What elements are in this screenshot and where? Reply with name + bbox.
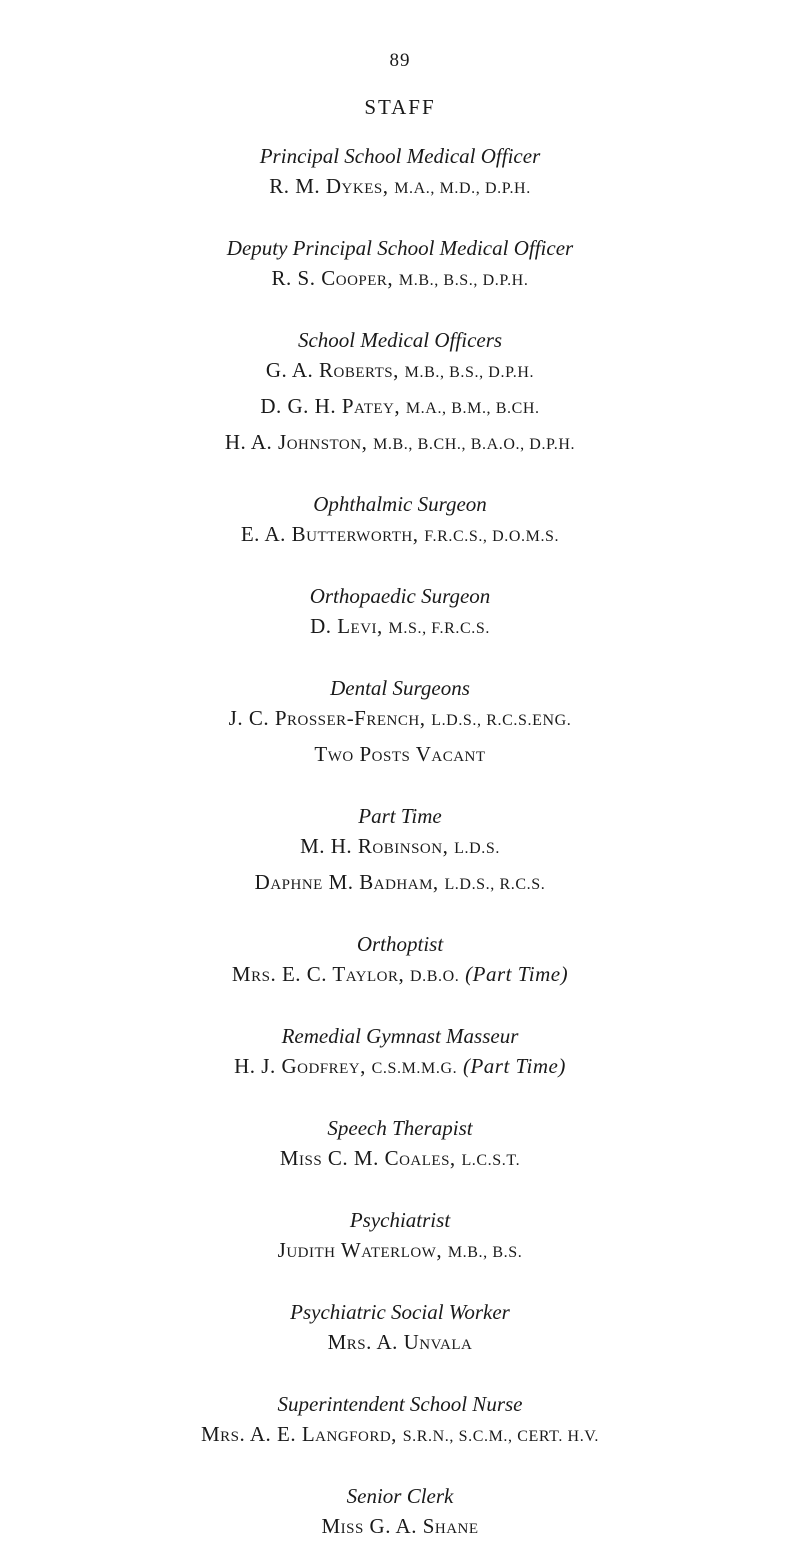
staff-member	[0, 1237, 800, 1273]
staff-section	[0, 491, 800, 557]
staff-section	[0, 583, 800, 649]
staff-member	[0, 357, 800, 393]
staff-section	[0, 327, 800, 465]
staff-name: R. M. Dykes,	[269, 174, 389, 198]
staff-qualifications: M.B., B.CH., B.A.O., D.P.H.	[373, 436, 576, 453]
staff-name: Two Posts Vacant	[314, 742, 486, 766]
staff-member	[0, 705, 800, 741]
staff-section	[0, 143, 800, 209]
role-title: Psychiatrist	[349, 1208, 451, 1232]
staff-name: Miss C. M. Coales,	[279, 1146, 456, 1170]
role-title: Deputy Principal School Medical Officer	[226, 236, 574, 260]
staff-section	[0, 1115, 800, 1181]
staff-name: D. G. H. Patey,	[260, 394, 401, 418]
page-title: STAFF	[364, 95, 436, 119]
staff-section	[0, 235, 800, 301]
staff-section	[0, 675, 800, 777]
staff-qualifications: L.D.S., R.C.S.ENG.	[431, 712, 572, 729]
staff-name: H. J. Godfrey,	[234, 1054, 366, 1078]
staff-member	[0, 869, 800, 905]
role-title: Superintendent School Nurse	[277, 1392, 523, 1416]
staff-name: D. Levi,	[310, 614, 383, 638]
staff-name: H. A. Johnston,	[224, 430, 368, 454]
staff-qualifications: M.A., M.D., D.P.H.	[394, 180, 531, 197]
staff-name: E. A. Butterworth,	[240, 522, 419, 546]
staff-member	[0, 393, 800, 429]
staff-qualifications: C.S.M.M.G.	[371, 1060, 458, 1077]
staff-member	[0, 265, 800, 301]
staff-name: Mrs. E. C. Taylor,	[231, 962, 405, 986]
role-title: School Medical Officers	[297, 328, 503, 352]
staff-section	[0, 1207, 800, 1273]
staff-qualifications: S.R.N., S.C.M., CERT. H.V.	[402, 1428, 599, 1445]
staff-name: G. A. Roberts,	[265, 358, 399, 382]
staff-qualifications: M.A., B.M., B.CH.	[405, 400, 540, 417]
staff-qualifications: M.B., B.S., D.P.H.	[398, 272, 529, 289]
role-title: Dental Surgeons	[330, 676, 470, 700]
staff-section	[0, 1299, 800, 1365]
page-number: 89	[389, 50, 411, 71]
staff-name: Miss G. A. Shane	[321, 1514, 479, 1538]
role-title: Speech Therapist	[327, 1116, 473, 1140]
staff-name: Judith Waterlow,	[277, 1238, 443, 1262]
staff-member	[0, 1421, 800, 1457]
staff-qualifications: F.R.C.S., D.O.M.S.	[424, 528, 560, 545]
role-title: Part Time	[358, 804, 442, 828]
staff-member	[0, 521, 800, 557]
staff-name: Daphne M. Badham,	[254, 870, 439, 894]
staff-section	[0, 1023, 800, 1089]
staff-name: M. H. Robinson,	[300, 834, 449, 858]
staff-note: (Part Time)	[462, 1054, 566, 1078]
staff-section	[0, 803, 800, 905]
staff-member	[0, 1145, 800, 1181]
staff-member	[0, 613, 800, 649]
staff-name: R. S. Cooper,	[271, 266, 394, 290]
staff-name: Mrs. A. E. Langford,	[200, 1422, 397, 1446]
staff-member	[0, 1513, 800, 1539]
role-title: Orthopaedic Surgeon	[309, 584, 491, 608]
role-title: Ophthalmic Surgeon	[313, 492, 487, 516]
staff-member	[0, 1329, 800, 1365]
staff-member	[0, 429, 800, 465]
staff-member	[0, 741, 800, 777]
staff-member	[0, 833, 800, 869]
staff-qualifications: L.C.S.T.	[461, 1152, 521, 1169]
staff-qualifications: D.B.O.	[410, 968, 460, 985]
staff-qualifications: L.D.S., R.C.S.	[444, 876, 546, 893]
staff-qualifications: L.D.S.	[454, 840, 500, 857]
role-title: Psychiatric Social Worker	[290, 1300, 510, 1324]
staff-member	[0, 1053, 800, 1089]
staff-qualifications: M.B., B.S.	[447, 1244, 523, 1261]
staff-member	[0, 961, 800, 997]
role-title: Principal School Medical Officer	[259, 144, 541, 168]
staff-section	[0, 1391, 800, 1457]
staff-qualifications: M.S., F.R.C.S.	[388, 620, 490, 637]
role-title: Remedial Gymnast Masseur	[281, 1024, 519, 1048]
staff-name: Mrs. A. Unvala	[327, 1330, 473, 1354]
staff-note: (Part Time)	[465, 962, 569, 986]
staff-name: J. C. Prosser-French,	[228, 706, 426, 730]
staff-section	[0, 931, 800, 997]
role-title: Senior Clerk	[346, 1484, 454, 1508]
staff-member	[0, 173, 800, 209]
staff-list	[0, 143, 800, 1565]
staff-section	[0, 1483, 800, 1539]
role-title: Orthoptist	[356, 932, 444, 956]
staff-qualifications: M.B., B.S., D.P.H.	[404, 364, 535, 381]
